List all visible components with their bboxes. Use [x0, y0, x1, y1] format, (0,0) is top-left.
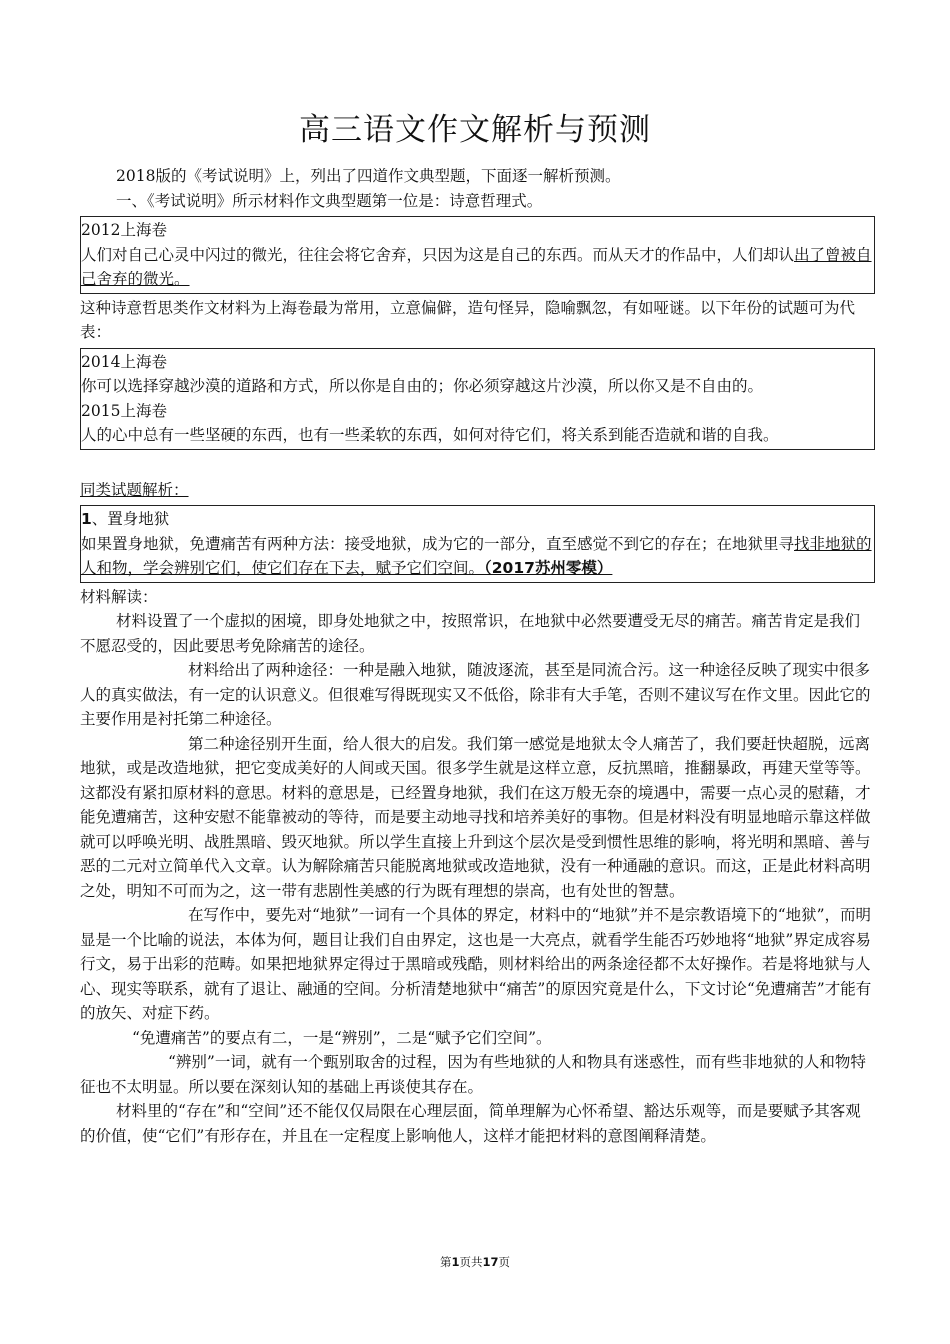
box-text: 人们对自己心灵中闪过的微光，往往会将它舍弃，只因为这是自己的东西。而从天才的作品中，人们却认 [81, 245, 795, 264]
page-title: 高三语文作文解析与预测 [299, 112, 651, 148]
quote-box-2012 [80, 216, 875, 294]
prompt-number: 1 [81, 510, 92, 528]
analysis-paragraph: 第二种途径别开生面，给人很大的启发。我们第一感觉是地狱太令人痛苦了，我们要赶快超脱，远离地狱，或是改造地狱，把它变成美好的人间或天国。很多学生就是这样立意，反抗黑暗，推翻暴政，再建天堂等等。这都没有紧扣原材料的意思。材料的意思是，已经置身地狱，我们在这万般无奈的境遇中，需要一点心灵的慰藉，才能免遭痛苦，这种安慰不能靠被动的等待，而是要主动地寻找和培养美好的事物。但是材料没有明显地暗示靠这样做就可以呼唤光明、战胜黑暗、毁灭地狱。所以学生直接上升到这个层次是受到惯性思维的影响，将光明和黑暗、善与恶的二元对立简单代入文章。认为解除痛苦只能脱离地狱或改造地狱，没有一种通融的意识。而这，正是此材料高明之处，明知不可而为之，这一带有悲剧性美感的行为既有理想的崇高，也有处世的智慧。 [80, 734, 871, 900]
analysis-paragraph: 材料给出了两种途径：一种是融入地狱，随波逐流，甚至是同流合污。这一种途径反映了现实中很多人的真实做法，有一定的认识意义。但很难写得既现实又不低俗，除非有大手笔，否则不建议写在作文里。因此它的主要作用是衬托第二种途径。 [80, 661, 871, 728]
analysis-paragraph: “辨别”一词，就有一个甄别取舍的过程，因为有些地狱的人和物具有迷惑性，而有些非地狱的人和物特征也不太明显。所以要在深刻认知的基础上再谈使其存在。 [80, 1053, 866, 1096]
intro-paragraph: 一、《考试说明》所示材料作文典型题第一位是：诗意哲理式。 [116, 191, 543, 210]
analysis-heading: 材料解读： [80, 587, 158, 606]
box-text: 你可以选择穿越沙漠的道路和方式，所以你是自由的；你必须穿越这片沙漠，所以你又是不自由的。 [81, 377, 764, 395]
prompt-source: （2017苏州零模） [484, 559, 613, 577]
document-body [80, 164, 875, 1148]
total-pages-number: 17 [482, 1255, 499, 1269]
box-label: 2012上海卷 [81, 221, 167, 239]
quote-box-prompt-1 [80, 505, 875, 583]
box-text: 如果置身地狱，免遭痛苦有两种方法：接受地狱，成为它的一部分，直至感觉不到它的存在；在地狱里寻 [81, 534, 795, 553]
box-label: 2014上海卷 [81, 352, 167, 371]
box-text: 人的心中总有一些坚硬的东西，也有一些柔软的东西，如何对待它们，将关系到能否造就和谐的自我。 [81, 426, 779, 444]
quote-box-2014-2015 [80, 348, 875, 450]
analysis-paragraph: 材料设置了一个虚拟的困境，即身处地狱之中，按照常识，在地狱中必然要遭受无尽的痛苦。痛苦肯定是我们不愿忍受的，因此要思考免除痛苦的途径。 [80, 612, 861, 655]
box-text-underlined: 出了曾被自己舍弃的微光。 [81, 245, 872, 288]
analysis-paragraph: 在写作中，要先对“地狱”一词有一个具体的界定，材料中的“地狱”并不是宗教语境下的“地狱”，而明显是一个比喻的说法，本体为何，题目让我们自由界定，这也是一大亮点，就看学生能否巧妙地将“地狱”界定成容易行文，易于出彩的范畴。如果把地狱界定得过于黑暗或残酷，则材料给出的两条途径都不太好操作。若是将地狱与人心、现实等联系，就有了退让、融通的空间。分析清楚地狱中“痛苦”的原因究竟是什么，下文讨论“免遭痛苦”才能有的放矢、对症下药。 [80, 906, 872, 1022]
box-text-underlined: 找非地狱的人和物，学会辨别它们，使它们存在下去，赋予它们空间。 [81, 534, 872, 577]
box-label: 2015上海卷 [81, 401, 167, 420]
section-heading: 同类试题解析： [80, 480, 189, 499]
page-footer: 第1页共17页 [439, 1255, 511, 1269]
intro-paragraph: 2018版的《考试说明》上，列出了四道作文典型题，下面逐一解析预测。 [116, 167, 621, 185]
prompt-label: 、置身地狱 [91, 510, 170, 528]
analysis-paragraph: 材料里的“存在”和“空间”还不能仅仅局限在心理层面，简单理解为心怀希望、豁达乐观等，而是要赋予其客观的价值，使“它们”有形存在，并且在一定程度上影响他人，这样才能把材料的意图阐释清楚。 [80, 1102, 861, 1145]
body-paragraph: 这种诗意哲思类作文材料为上海卷最为常用，立意偏僻，造句怪异，隐喻飘忽，有如哑谜。以下年份的试题可为代表： [80, 298, 856, 341]
analysis-paragraph: “免遭痛苦”的要点有二，一是“辨别”，二是“赋予它们空间”。 [132, 1028, 552, 1047]
current-page-number: 1 [451, 1255, 460, 1269]
